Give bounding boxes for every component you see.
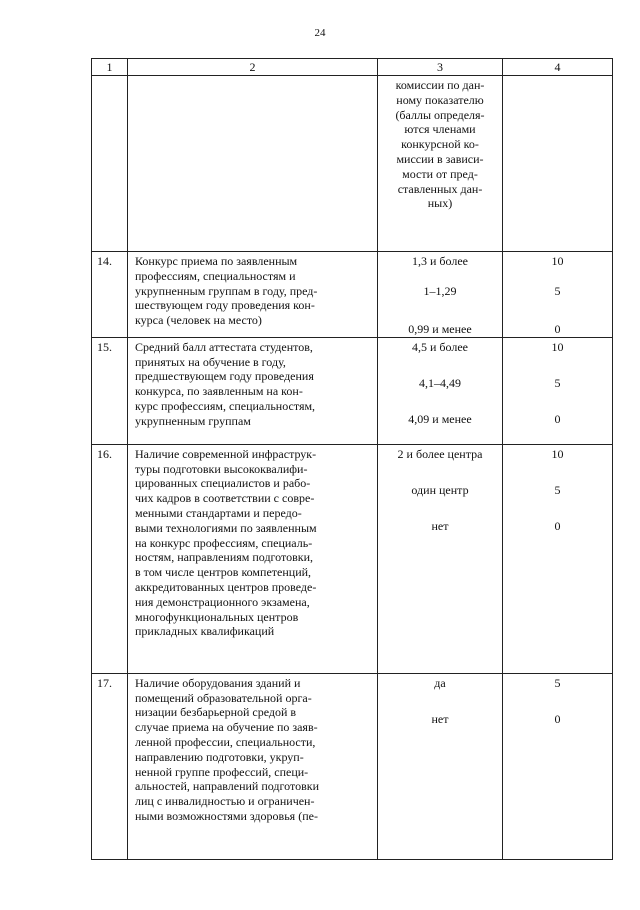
header-col-2: 2 [128,59,378,76]
row-points [503,444,613,673]
row-points [503,337,613,444]
table-row-17 [92,673,613,859]
description-line: курса (человек на место) [135,313,262,328]
description-line: Средний балл аттестата студентов, [135,339,313,354]
points-value: 5 [554,675,561,690]
description-line: менными стандартами и передо- [135,505,302,520]
description-line: Наличие современной инфраструк- [135,446,317,461]
header-col-3: 3 [378,59,503,76]
description-line: на конкурс профессиям, специаль- [135,535,313,550]
description-line: многофункциональных центров [135,609,299,624]
row-criteria-cell [378,76,503,252]
description-line: туры подготовки высококвалифи- [135,461,308,476]
criteria-line: ставленных дан- [397,181,483,196]
criterion-value: 1,3 и более [411,254,468,268]
description-line: предшествующем году проведения [135,369,314,384]
page-number: 24 [314,27,326,39]
points-value: 5 [554,482,561,497]
row-description [128,673,378,859]
points-value: 0 [554,518,561,533]
description-line: конкурса, по заявленным на кон- [135,384,303,399]
row-description [128,337,378,444]
row-description [128,444,378,673]
description-line: в том числе центров компетенций, [135,565,312,580]
points-value: 5 [554,284,561,298]
row-criteria [378,337,503,444]
criterion-value: 0,99 и менее [408,322,472,336]
points-value: 10 [551,254,564,268]
row-number: 16. [92,444,128,673]
criterion-value: 2 и более центра [397,446,483,461]
row-points-cell [503,76,613,252]
description-line: чих кадров в соответствии с совре- [135,491,315,506]
table-row-14 [92,252,613,338]
description-line: ными возможностями здоровья (пе- [135,808,318,823]
row-criteria [378,444,503,673]
description-line: курс профессиям, специальностям, [135,398,316,413]
row-description [128,252,378,338]
description-line: ненной группе профессий, специ- [135,764,309,779]
row-criteria [378,252,503,338]
criteria-table [91,58,613,860]
points-value: 0 [554,711,561,726]
points-value: 10 [551,339,564,354]
description-line: помещений образовательной орга- [135,690,312,705]
header-col-1: 1 [92,59,128,76]
row-number: 14. [92,252,128,338]
criteria-line: мости от пред- [402,166,478,181]
description-line: альностей, направлений подготовки [135,779,320,794]
criterion-value: нет [431,518,449,533]
description-line: аккредитованных центров проведе- [135,579,317,594]
description-line: прикладных квалификаций [135,624,275,639]
criterion-value: один центр [411,482,469,497]
points-value: 5 [554,375,561,390]
table-header-row [92,59,613,76]
description-line: низации безбарьерной средой в [135,705,297,720]
table-row-continuation [92,76,613,252]
criteria-line: ных) [427,196,453,211]
criterion-value: 4,5 и более [411,339,468,354]
description-line: Конкурс приема по заявленным [135,254,298,268]
criteria-line: миссии в зависи- [396,151,484,166]
criterion-value: 4,1–4,49 [419,375,461,390]
points-value: 0 [554,411,561,426]
row-points [503,252,613,338]
description-line: укрупненным группам в году, пред- [135,283,318,298]
description-line: шествующем году проведения кон- [135,298,315,313]
description-line: случае приема на обучение по заяв- [135,720,318,735]
criteria-line: (баллы определя- [395,107,485,122]
description-line: ностям, направлениям подготовки, [135,550,314,565]
points-value: 10 [551,446,564,461]
description-line: ленной профессии, специальности, [135,734,316,749]
description-line: укрупненным группам [135,413,251,428]
row-criteria [378,673,503,859]
description-line: ния демонстрационного экзамена, [135,594,310,609]
description-line: лиц с инвалидностью и ограничен- [135,794,315,809]
table-row-16 [92,444,613,673]
points-value: 0 [554,322,561,336]
criteria-line: конкурсной ко- [401,137,479,152]
row-number: 15. [92,337,128,444]
criterion-value: 4,09 и менее [408,411,472,426]
row-points [503,673,613,859]
description-line: профессиям, специальностям и [135,268,296,283]
description-line: выми технологиями по заявленным [135,520,317,535]
table-row-15 [92,337,613,444]
criteria-line: ному показателю [396,92,484,107]
row-description-cell [128,76,378,252]
criterion-value: нет [431,711,449,726]
description-line: Наличие оборудования зданий и [135,675,301,690]
row-number-cell [92,76,128,252]
header-col-4: 4 [503,59,613,76]
description-line: принятых на обучение в году, [135,354,286,369]
criteria-line: ются членами [404,122,476,137]
criterion-value: да [434,675,446,690]
description-line: цированных специалистов и рабо- [135,476,311,491]
row-number: 17. [92,673,128,859]
criterion-value: 1–1,29 [423,284,457,298]
criteria-line: комиссии по дан- [395,78,485,92]
description-line: направлению подготовки, укруп- [135,749,304,764]
